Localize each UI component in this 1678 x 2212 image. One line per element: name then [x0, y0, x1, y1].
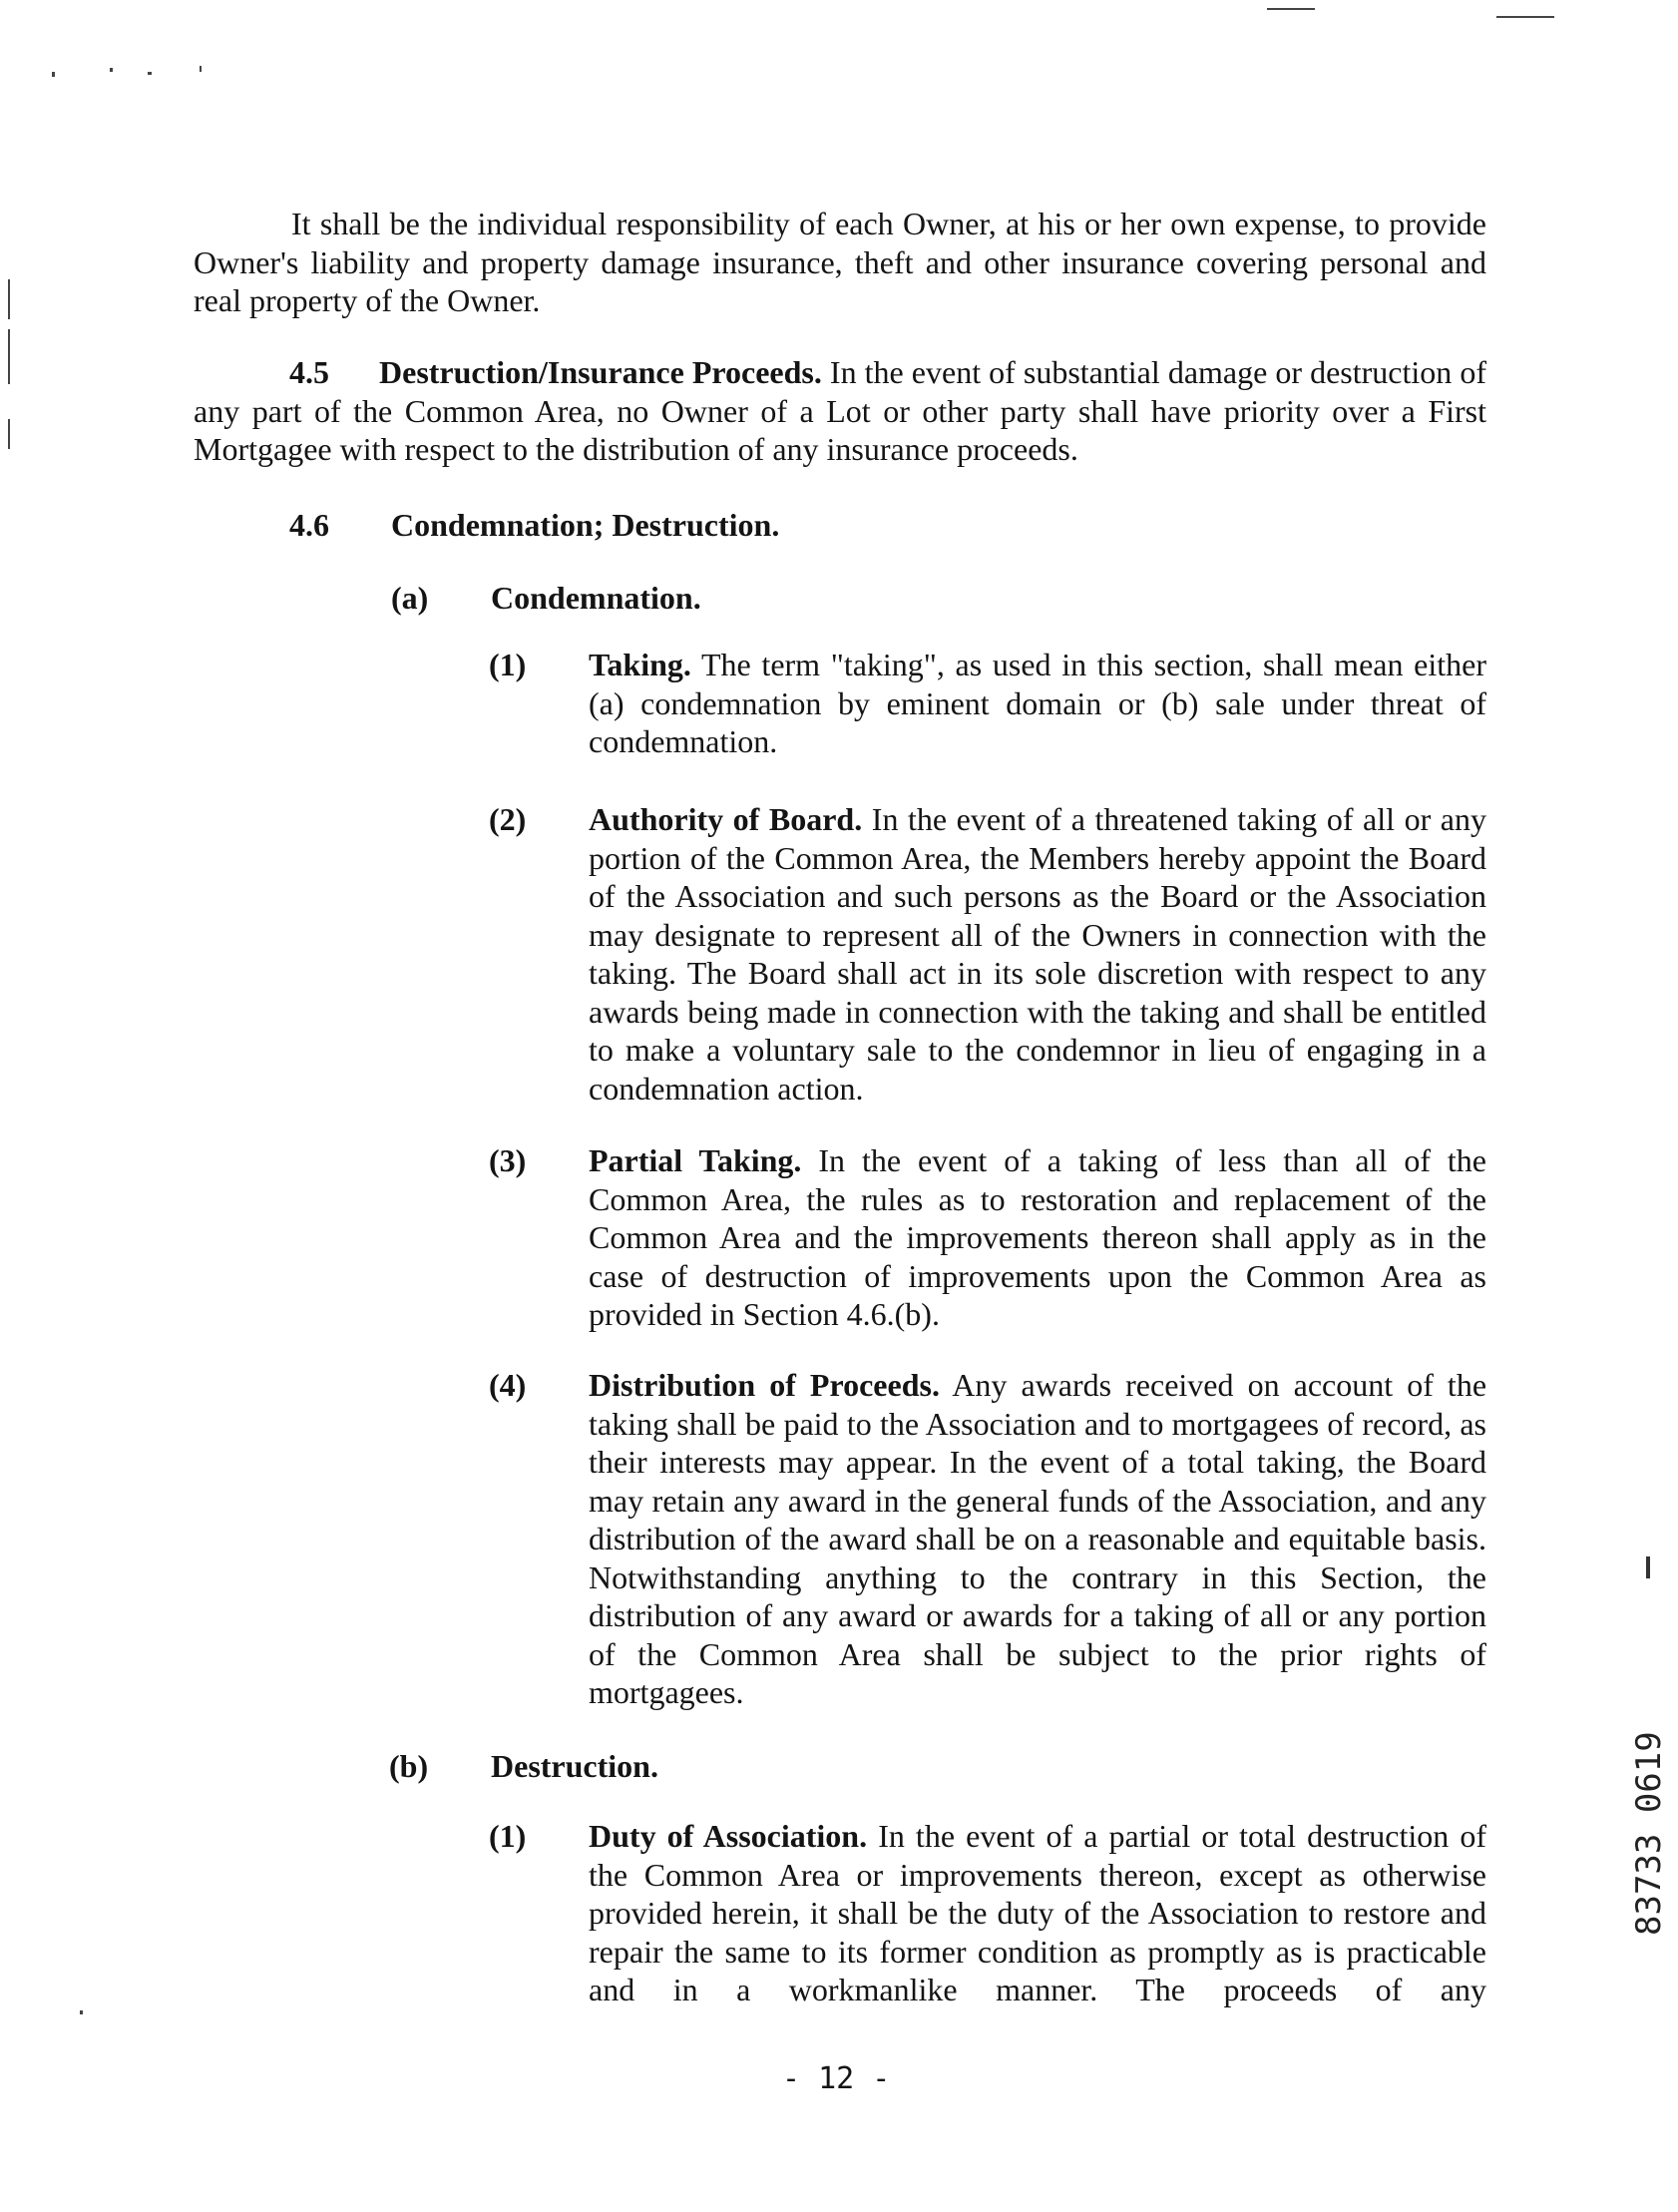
- scan-speck: [1496, 16, 1554, 18]
- insurance-paragraph-text: It shall be the individual responsibility of each Owner, at his or her own expense, to provide Owner's liability and property damage insurance, theft and other insurance covering personal and real property of the Owner.: [194, 206, 1486, 318]
- insurance-paragraph: [194, 205, 1486, 320]
- subsection-b-title: Destruction.: [491, 1748, 658, 1784]
- scan-speck: [1267, 8, 1315, 10]
- section-4-5-title: Destruction/Insurance Proceeds.: [379, 354, 822, 390]
- page-number: - 12 -: [782, 2061, 891, 2096]
- side-stamp-text: 83733 0619: [1632, 1731, 1669, 1936]
- scan-speck: [200, 66, 202, 72]
- item-a1-body: The term "taking", as used in this section, shall mean either (a) condemnation by eminent domain or (b) sale under threat of condemnation.: [589, 647, 1487, 759]
- scan-speck: [8, 279, 10, 319]
- item-a3-body: In the event of a taking of less than all of the Common Area, the rules as to restoration and replacement of the Common Area and the improvements thereon shall apply as in the case of destruction of improvements upon the Common Area as provided in Section 4.6.(b).: [589, 1142, 1487, 1332]
- scan-speck: [8, 329, 10, 384]
- item-a3-title: Partial Taking.: [589, 1142, 802, 1178]
- item-b1: [589, 1817, 1486, 2009]
- side-stamp-graphic: [1632, 1556, 1672, 1956]
- item-a2-body: In the event of a threatened taking of all or any portion of the Common Area, the Members hereby appoint the Board of the Association and such persons as the Board or the Association may designate to represent all of the Owners in connection with the taking. The Board shall act in its sole discretion with respect to any awards being made in connection with the taking and shall be entitled to make a voluntary sale to the condemnor in lieu of engaging in a condemnation action.: [589, 801, 1487, 1106]
- item-a4-title: Distribution of Proceeds.: [589, 1367, 940, 1403]
- item-a1-label: (1): [489, 647, 527, 682]
- scan-speck: [148, 72, 152, 75]
- section-4-6-number: 4.6: [289, 507, 329, 543]
- subsection-a-title: Condemnation.: [491, 580, 701, 616]
- subsection-a-label: (a): [391, 580, 429, 616]
- section-4-5-number: 4.5: [289, 354, 329, 390]
- scan-speck: [80, 2010, 83, 2014]
- item-a2-title: Authority of Board.: [589, 801, 863, 837]
- side-stamp: [1632, 1556, 1672, 1956]
- item-b1-label: (1): [489, 1818, 527, 1854]
- item-a1-title: Taking.: [589, 647, 691, 682]
- item-a2-label: (2): [489, 801, 527, 837]
- item-b1-title: Duty of Association.: [589, 1818, 868, 1854]
- item-a2: [589, 800, 1486, 1107]
- item-a1: [589, 646, 1486, 761]
- item-b1-body: In the event of a partial or total destruction of the Common Area or improvements thereon, except as otherwise provided herein, it shall be the duty of the Association to restore and repair the same to its former condition as promptly as is practicable and in a workmanlike manner. The proceeds of any: [589, 1818, 1487, 2007]
- scan-speck: [8, 419, 10, 449]
- item-a3: [589, 1141, 1486, 1334]
- section-4-5-body: In the event of substantial damage or destruction of any part of the Common Area, no Owner of a Lot or other party shall have priority over a First Mortgagee with respect to the distribution of any insurance proceeds.: [194, 354, 1486, 467]
- item-a4: [589, 1366, 1486, 1712]
- scan-speck: [110, 68, 113, 72]
- item-a3-label: (3): [489, 1142, 527, 1178]
- scan-speck: [52, 72, 55, 77]
- subsection-b-label: (b): [389, 1748, 429, 1784]
- section-4-5: [194, 353, 1486, 469]
- section-4-6-title: Condemnation; Destruction.: [391, 507, 780, 543]
- item-a4-label: (4): [489, 1367, 527, 1403]
- item-a4-body: Any awards received on account of the taking shall be paid to the Association and to mortgagees of record, as their interests may appear. In the event of a total taking, the Board may retain any award in the general funds of the Association, and any distribution of the award shall be on a reasonable and equitable basis. Notwithstanding anything to the contrary in this Section, the distribution of any award or awards for a taking of all or any portion of the Common Area shall be subject to the prior rights of mortgagees.: [589, 1367, 1487, 1710]
